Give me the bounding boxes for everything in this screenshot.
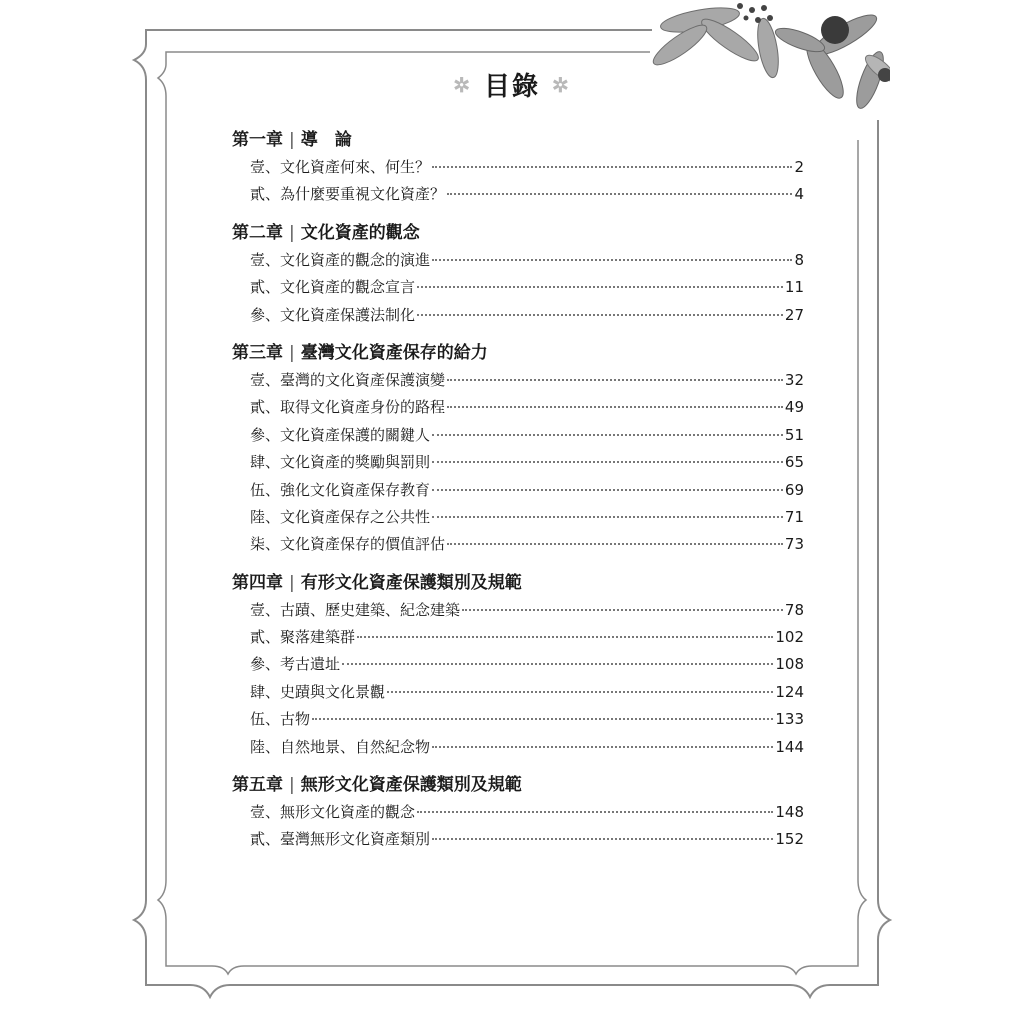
dot-leader [447, 193, 792, 195]
dot-leader [432, 434, 783, 436]
chapter-name: 導 論 [300, 130, 352, 150]
toc-entry-page: 73 [784, 535, 804, 554]
toc-entry-page: 51 [784, 425, 804, 444]
toc-entry-page: 108 [775, 655, 804, 674]
dot-leader [462, 609, 783, 611]
dot-leader [432, 838, 773, 840]
toc-entry-page: 71 [784, 507, 804, 526]
dot-leader [417, 286, 783, 288]
toc-entry [232, 624, 804, 651]
toc-entry-label: 貳、為什麼要重視文化資產？ [250, 185, 446, 204]
toc-entry-page: 11 [784, 278, 804, 297]
dot-leader [447, 379, 783, 381]
toc-entry-label: 貳、聚落建築群 [250, 628, 356, 647]
toc-entry-page: 144 [775, 737, 804, 756]
toc-entry [232, 302, 804, 329]
dot-leader [447, 406, 783, 408]
toc-entry-page: 69 [784, 480, 804, 499]
toc-entry-page: 32 [784, 370, 804, 389]
toc-entry-label: 陸、自然地景、自然紀念物 [250, 737, 431, 756]
toc-entry-label: 陸、文化資產保存之公共性 [250, 507, 431, 526]
dot-leader [357, 636, 773, 638]
table-of-contents [232, 126, 804, 854]
toc-entry [232, 504, 804, 531]
toc-entry-label: 肆、史蹟與文化景觀 [250, 682, 386, 701]
chapter-number: 第一章 [232, 130, 283, 150]
toc-entry-page: 102 [775, 628, 804, 647]
flower-ornament-icon: ✲ [453, 73, 472, 97]
dot-leader [432, 516, 783, 518]
toc-entry-label: 壹、古蹟、歷史建築、紀念建築 [250, 600, 461, 619]
toc-entry-label: 伍、強化文化資產保存教育 [250, 480, 431, 499]
toc-entry [232, 274, 804, 301]
toc-entry [232, 826, 804, 853]
dot-leader [432, 259, 792, 261]
toc-entry-label: 壹、文化資產的觀念的演進 [250, 250, 431, 269]
toc-entry-label: 壹、無形文化資產的觀念 [250, 803, 416, 822]
chapter-name: 無形文化資產保護類別及規範 [300, 775, 522, 796]
toc-entry-label: 肆、文化資產的獎勵與罰則 [250, 453, 431, 472]
toc-entry-label: 參、文化資產保護的關鍵人 [250, 425, 431, 444]
toc-entry-label: 參、文化資產保護法制化 [250, 305, 416, 324]
chapter-number: 第二章 [232, 222, 283, 243]
chapter-heading [232, 219, 804, 247]
toc-entry-label: 參、考古遺址 [250, 655, 341, 674]
toc-entry-page: 152 [775, 830, 804, 849]
dot-leader [417, 811, 773, 813]
chapter-number: 第四章 [232, 572, 283, 593]
toc-entry [232, 734, 804, 761]
dot-leader [387, 691, 773, 693]
toc-entry-page: 124 [775, 682, 804, 701]
toc-entry [232, 247, 804, 274]
toc-entry [232, 651, 804, 678]
dot-leader [432, 746, 773, 748]
toc-entry [232, 181, 804, 208]
toc-entry-page: 8 [794, 250, 804, 269]
chapter-number: 第三章 [232, 342, 283, 363]
toc-entry-page: 4 [794, 185, 804, 204]
dot-leader [432, 489, 783, 491]
toc-entry-page: 49 [784, 398, 804, 417]
chapter-heading [232, 126, 804, 154]
toc-entry [232, 531, 804, 558]
toc-entry-label: 貳、臺灣無形文化資產類別 [250, 830, 431, 849]
toc-entry-label: 貳、取得文化資產身份的路程 [250, 398, 446, 417]
chapter-heading [232, 569, 804, 597]
dot-leader [432, 166, 792, 168]
toc-entry [232, 706, 804, 733]
toc-entry-page: 65 [784, 453, 804, 472]
dot-leader [447, 543, 783, 545]
chapter-number: 第五章 [232, 775, 283, 796]
flower-ornament-icon: ✲ [552, 73, 571, 97]
toc-entry [232, 154, 804, 181]
toc-entry-page: 78 [784, 600, 804, 619]
toc-entry [232, 394, 804, 421]
toc-entry [232, 597, 804, 624]
page-title: ✲ 目錄 ✲ [453, 72, 571, 102]
toc-entry [232, 477, 804, 504]
toc-entry [232, 367, 804, 394]
toc-entry-label: 伍、古物 [250, 710, 311, 729]
chapter-separator: | [289, 130, 295, 150]
chapter-name: 文化資產的觀念 [300, 222, 420, 243]
toc-entry-page: 133 [775, 710, 804, 729]
toc-entry-label: 貳、文化資產的觀念宣言 [250, 278, 416, 297]
toc-entry-page: 27 [784, 305, 804, 324]
toc-entry-page: 2 [794, 158, 804, 176]
chapter-heading [232, 771, 804, 799]
dot-leader [342, 663, 773, 665]
chapter-name: 有形文化資產保護類別及規範 [300, 572, 522, 593]
chapter-separator: | [289, 572, 295, 593]
chapter-separator: | [289, 342, 295, 363]
chapter-separator: | [289, 775, 295, 796]
toc-entry [232, 679, 804, 706]
toc-entry [232, 449, 804, 476]
chapter-heading [232, 339, 804, 367]
chapter-name: 臺灣文化資產保存的給力 [300, 342, 488, 363]
chapter-separator: | [289, 222, 295, 243]
dot-leader [432, 461, 783, 463]
dot-leader [312, 718, 773, 720]
toc-entry [232, 422, 804, 449]
dot-leader [417, 314, 783, 316]
toc-entry-page: 148 [775, 803, 804, 822]
toc-entry-label: 壹、臺灣的文化資產保護演變 [250, 370, 446, 389]
toc-entry-label: 壹、文化資產何來、何生？ [250, 158, 431, 176]
toc-entry-label: 柒、文化資產保存的價值評估 [250, 535, 446, 554]
toc-entry [232, 799, 804, 826]
